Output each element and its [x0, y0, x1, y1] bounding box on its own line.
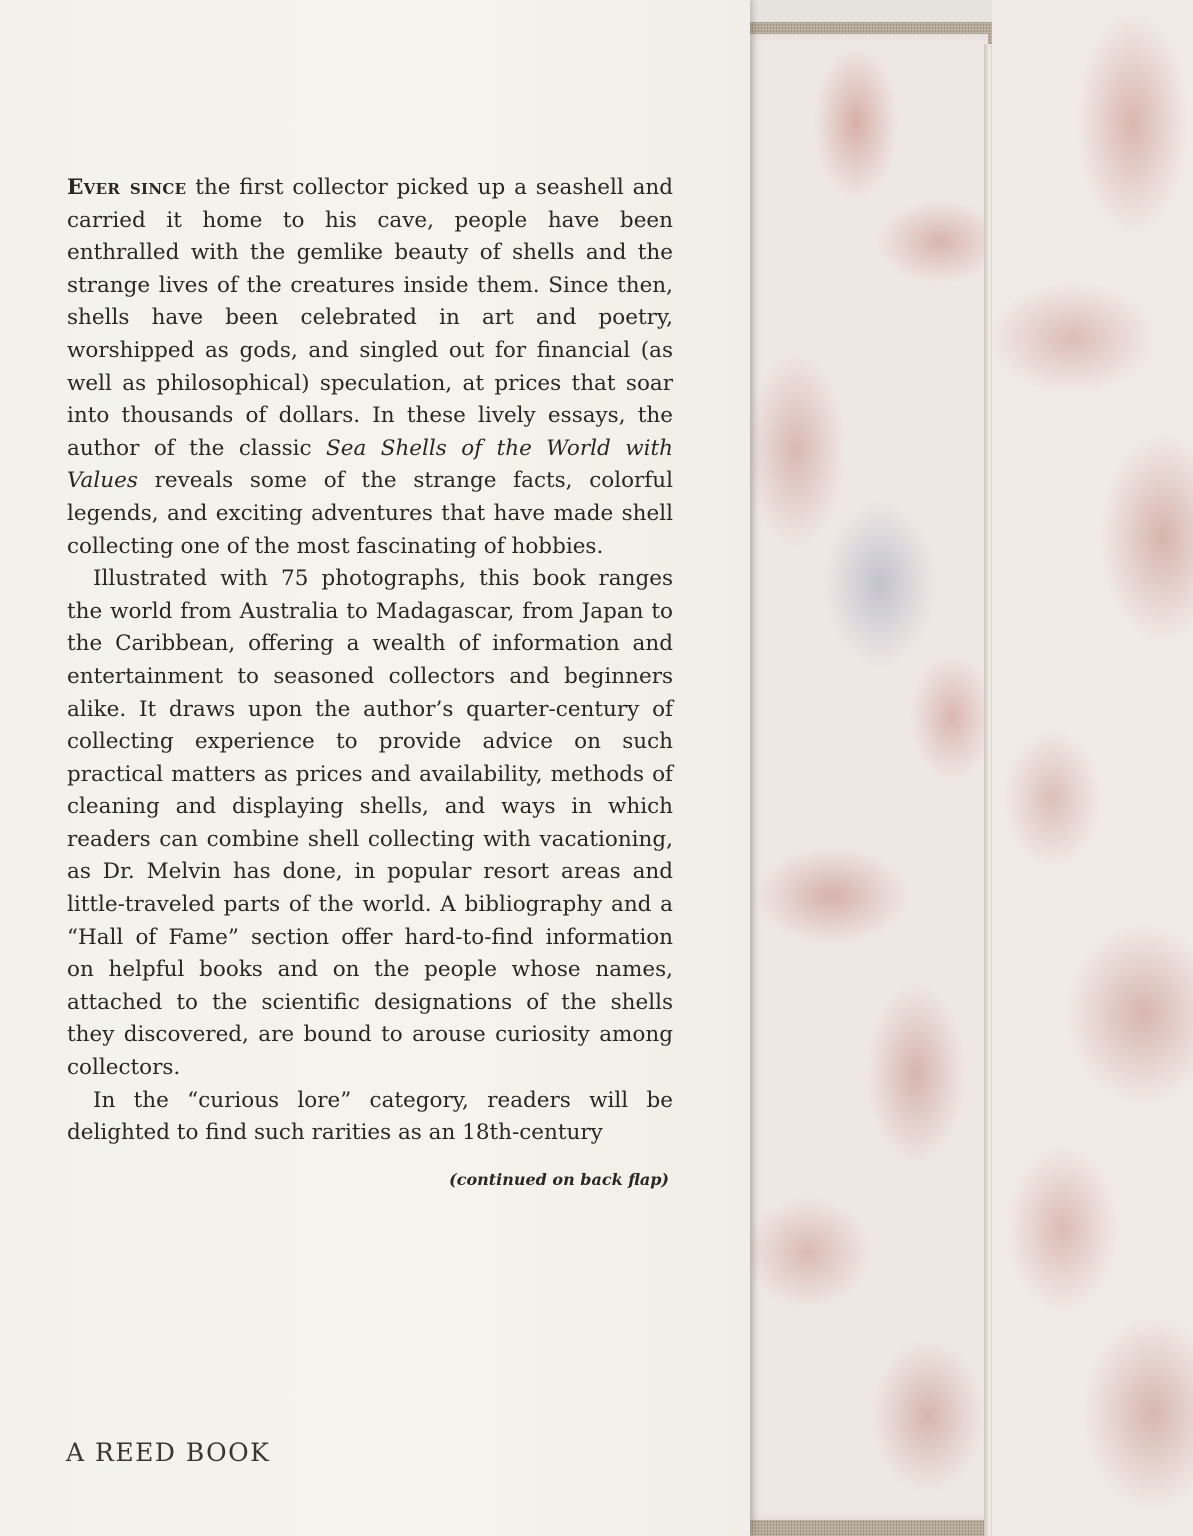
book-title: Sea Shells of the World with Values: [67, 435, 674, 494]
book-gutter: [984, 44, 992, 1536]
flap-blurb: [67, 172, 673, 1150]
blurb-paragraph-2: Illustrated with 75 photographs, this book ranges the world from Australia to Madagascar, from Japan to the Caribbean, offering a wealth of information and entertainment to seasoned collectors and beginners alike. It draws upon the author’s quarter-century of collecting experience to provide advice on such practical matters as prices and availability, methods of cleaning and displaying shells, and ways in which readers can combine shell collecting with vacationing, as Dr. Melvin has done, in popular resort areas and little-traveled parts of the world. A bibliography and a “Hall of Fame” section offer hard-to-find information on helpful books and on the people whose names, attached to the scientific designations of the shells they discovered, are bound to arouse curiosity among collectors.: [67, 566, 673, 1081]
paragraph-1-text: the first collector picked up a seashell and carried it home to his cave, people have been enthralled with the gemlike beauty of shells and the strange lives of the creatures inside them. Since then, shells have been celebrated in art and poetry, worshipped as gods, and singled out for financial (as well as philosophical) speculation, at prices that soar into thousands of dollars. In these lively essays, the author of the classic: [67, 175, 673, 461]
marbled-facing-page: [992, 0, 1193, 1536]
opening-small-caps: Ever since: [67, 175, 187, 200]
blurb-paragraph-1: [67, 172, 673, 563]
marbled-endpaper: [748, 34, 988, 1520]
publisher-imprint: A REED BOOK: [66, 1438, 271, 1467]
paragraph-1-end: reveals some of the strange facts, colorful legends, and exciting adventures that have made shell collecting one of the most fascinating of hobbies.: [67, 468, 673, 559]
blurb-paragraph-3: In the “curious lore” category, readers will be delighted to find such rarities as an 18th-century: [67, 1087, 673, 1146]
continued-note: (continued on back flap): [449, 1170, 669, 1189]
